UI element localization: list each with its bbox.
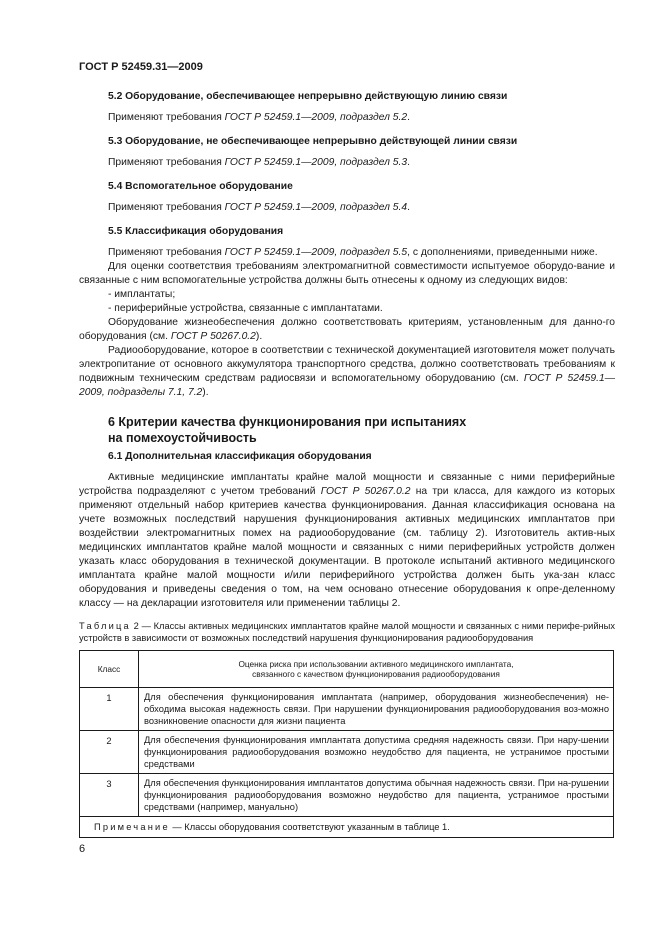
page-number: 6 (79, 843, 86, 855)
section-5-5-paragraph-1: Применяют требования ГОСТ Р 52459.1—2009, подраздел 5.5, с дополнениями, приведенными ниже. (108, 247, 598, 258)
list-item-peripherals: - периферийные устройства, связанные с имплантатами. (108, 303, 383, 314)
section-5-4-title: 5.4 Вспомогательное оборудование (108, 181, 293, 192)
risk-description-cell: Для обеспечения функционирования имплантата (например, оборудования жизнеобеспечения) не-обходима высокая надежность связи. При нарушении функционирования радиооборудования воз-можно возникновение опасности для жизни пациента (139, 688, 614, 731)
column-header-risk: Оценка риска при использовании активного медицинского имплантата, связанного с качеством функционирования радиооборудования (139, 651, 614, 688)
table-row (80, 688, 614, 731)
table-note-row (80, 817, 614, 838)
section-5-2-title: 5.2 Оборудование, обеспечивающее непрерывно действующую линию связи (108, 91, 508, 102)
class-cell: 2 (80, 731, 139, 774)
section-5-4-text: Применяют требования ГОСТ Р 52459.1—2009, подраздел 5.4. (108, 202, 410, 213)
standard-reference: ГОСТ Р 52459.1—2009, подраздел 5.5 (224, 247, 408, 258)
standard-reference: ГОСТ Р 52459.1—2009, подраздел 5.3 (224, 157, 408, 168)
section-5-5-paragraph-4: Радиооборудование, которое в соответствии с технической документацией изготовителя может получать электропитание от основного аккумулятора транспортного средства, должно соответствовать требованиям к подвижным техническим средствам радиосвязи и вспомогательному оборудованию (см. ГОСТ Р 52459.1—2009, подразделы 7.1, 7.2). (79, 345, 615, 398)
section-5-5-paragraph-2: Для оценки соответствия требованиям электромагнитной совместимости испытуемое оборудо-вание и связанные с ним вспомогательные устройства должны быть отнесены к одному из следующих видов: (79, 261, 615, 286)
table-row (80, 774, 614, 817)
section-6-title-line-1: 6 Критерии качества функционирования при испытаниях (108, 415, 467, 429)
class-cell: 3 (80, 774, 139, 817)
risk-description-cell: Для обеспечения функционирования имплантатов допустима обычная надежность связи. При на-рушении функционирования радиооборудования возможно неудобство для пациента, устранимое простыми средствами (например, мануально) (139, 774, 614, 817)
column-header-class: Класс (80, 651, 139, 688)
document-header: ГОСТ Р 52459.31—2009 (79, 61, 203, 73)
standard-reference: ГОСТ Р 52459.1—2009, подраздел 5.2 (224, 112, 408, 123)
risk-class-table (79, 650, 614, 838)
risk-description-cell: Для обеспечения функционирования имплантата допустима средняя надежность связи. При нару-шении функционирования радиооборудования возможно неудобство для пациента, не устранимое простыми средствами (139, 731, 614, 774)
section-6-1-paragraph: Активные медицинские имплантаты крайне малой мощности и связанные с ними периферийные устройства подразделяют с учетом требований ГОСТ Р 50267.0.2 на три класса, для каждого из которых применяют отдельный набор критериев качества функционирования. Данная классификация основана на учете возможных последствий нарушения функционирования активных медицинских имплантатов при воздействии электромагнитных помех на радиооборудование (см. таблицу 2). Изготовитель актив-ных медицинских имплантатов крайне малой мощности и связанных с ними периферийных устройств должен указать класс оборудования в технической документации. В протоколе испытаний активного медицинского имплантата крайне малой мощности и/или периферийного устройства должен быть ука-зан класс оборудования и приведены сведения о том, на чем основано отнесение оборудования к опре-деленному классу — на декларации изготовителя или применении таблицы 2. (79, 472, 616, 609)
section-5-5-title: 5.5 Классификация оборудования (108, 226, 284, 237)
class-cell: 1 (80, 688, 139, 731)
standard-reference: ГОСТ Р 50267.0.2 (320, 486, 411, 497)
table-row (80, 731, 614, 774)
section-6-1-title: 6.1 Дополнительная классификация оборудования (108, 451, 372, 462)
standard-reference: ГОСТ Р 50267.0.2 (170, 331, 256, 342)
list-item-implants: - имплантаты; (108, 289, 176, 300)
table-caption: Таблица 2 — Классы активных медицинских имплантатов крайне малой мощности и связанных с ними перифе-рийных устройств в зависимости от возможных последствий нарушения функционирования радиооборудования (79, 621, 615, 643)
standard-reference: ГОСТ Р 52459.1—2009, подраздел 5.4 (224, 202, 408, 213)
table-note: Примечание — Классы оборудования соответствуют указанным в таблице 1. (80, 817, 614, 838)
section-5-2-text: Применяют требования ГОСТ Р 52459.1—2009, подраздел 5.2. (108, 112, 410, 123)
document-body (79, 90, 615, 838)
section-6-title-line-2: на помехоустойчивость (108, 431, 257, 445)
section-5-3-title: 5.3 Оборудование, не обеспечивающее непрерывно действующей линии связи (108, 136, 518, 147)
standard-reference: ГОСТ Р 52459.1—2009, подразделы 7.1, 7.2 (79, 373, 615, 398)
section-5-5-paragraph-3: Оборудование жизнеобеспечения должно соответствовать критериям, установленным для данно-го оборудования (см. ГОСТ Р 50267.0.2). (79, 317, 615, 342)
table-header-row (80, 651, 614, 688)
section-5-3-text: Применяют требования ГОСТ Р 52459.1—2009, подраздел 5.3. (108, 157, 410, 168)
